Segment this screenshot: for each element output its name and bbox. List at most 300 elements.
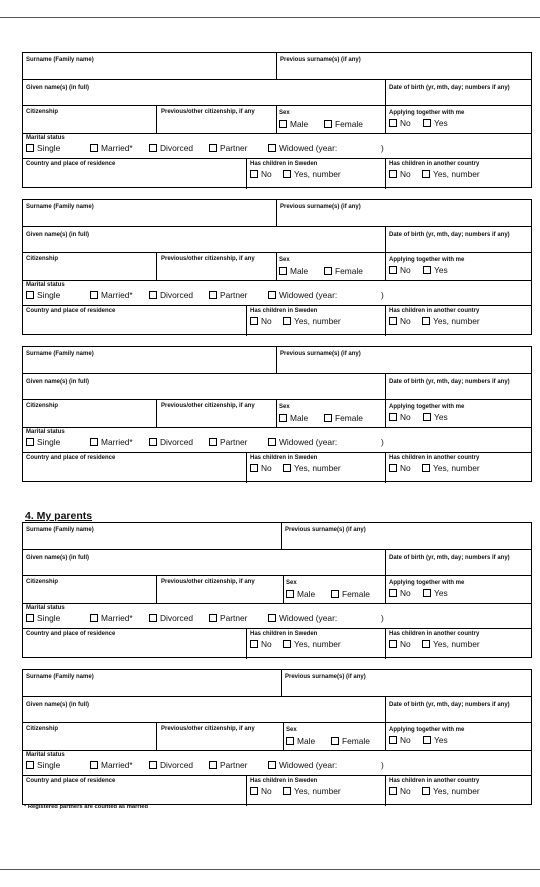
previous-surname-label: Previous surname(s) (if any) xyxy=(280,57,361,63)
marital-single-checkbox-label: Single xyxy=(37,290,61,300)
applying-no-checkbox[interactable] xyxy=(389,735,411,745)
divider xyxy=(276,347,277,373)
checkbox-icon[interactable] xyxy=(268,438,276,446)
marital-widowed-checkbox-label: Widowed (year: xyxy=(279,760,338,770)
children-other-yes-checkbox-label: Yes, number xyxy=(433,786,480,796)
children-sweden-no-checkbox[interactable] xyxy=(250,169,272,179)
checkbox-icon[interactable] xyxy=(389,170,397,178)
sex-female-checkbox-label: Female xyxy=(335,119,363,129)
divider xyxy=(385,722,386,750)
children-other-no-checkbox-label: No xyxy=(400,463,411,473)
checkbox-icon[interactable] xyxy=(423,266,431,274)
sex-male-checkbox[interactable] xyxy=(279,266,308,276)
children-sweden-yes-checkbox[interactable] xyxy=(283,316,341,326)
marital-divorced-checkbox[interactable] xyxy=(149,143,193,153)
checkbox-icon[interactable] xyxy=(26,761,34,769)
previous-citizenship-label: Previous/other citizenship, if any xyxy=(161,403,255,409)
marital-status-label: Marital status xyxy=(26,135,65,141)
children-other-yes-checkbox[interactable] xyxy=(422,463,480,473)
applying-together-label: Applying together with me xyxy=(389,727,465,733)
checkbox-icon[interactable] xyxy=(209,614,217,622)
children-other-label: Has children in another country xyxy=(389,778,480,784)
section-title: 4. My parents xyxy=(25,510,93,522)
divider xyxy=(23,575,531,576)
marital-divorced-checkbox-label: Divorced xyxy=(160,437,194,447)
sex-female-checkbox-label: Female xyxy=(342,736,370,746)
children-other-yes-checkbox-label: Yes, number xyxy=(433,639,480,649)
marital-divorced-checkbox[interactable] xyxy=(149,760,193,770)
children-other-label: Has children in another country xyxy=(389,161,480,167)
checkbox-icon[interactable] xyxy=(389,736,397,744)
sex-male-checkbox-label: Male xyxy=(290,266,309,276)
checkbox-icon[interactable] xyxy=(286,737,294,745)
checkbox-icon[interactable] xyxy=(149,291,157,299)
marital-widowed-checkbox[interactable] xyxy=(268,760,337,770)
checkbox-icon[interactable] xyxy=(149,438,157,446)
marital-partner-checkbox[interactable] xyxy=(209,760,247,770)
marital-partner-checkbox-label: Partner xyxy=(220,437,248,447)
children-sweden-no-checkbox[interactable] xyxy=(250,463,272,473)
marital-married-checkbox-label: Married* xyxy=(101,143,133,153)
children-sweden-no-checkbox-label: No xyxy=(261,639,272,649)
marital-widowed-checkbox-label: Widowed (year: xyxy=(279,290,338,300)
checkbox-icon[interactable] xyxy=(283,170,291,178)
divider xyxy=(23,603,531,604)
checkbox-icon[interactable] xyxy=(26,614,34,622)
checkbox-icon[interactable] xyxy=(268,144,276,152)
checkbox-icon[interactable] xyxy=(250,170,258,178)
divider xyxy=(385,105,386,133)
checkbox-icon[interactable] xyxy=(283,317,291,325)
divider xyxy=(156,105,157,133)
previous-surname-label: Previous surname(s) (if any) xyxy=(280,204,361,210)
sex-male-checkbox[interactable] xyxy=(286,736,315,746)
applying-no-checkbox-label: No xyxy=(400,265,411,275)
marital-widowed-checkbox[interactable] xyxy=(268,437,337,447)
checkbox-icon[interactable] xyxy=(26,144,34,152)
children-other-no-checkbox[interactable] xyxy=(389,463,411,473)
applying-no-checkbox-label: No xyxy=(400,588,411,598)
checkbox-icon[interactable] xyxy=(250,787,258,795)
checkbox-icon[interactable] xyxy=(389,119,397,127)
sex-male-checkbox-label: Male xyxy=(290,119,309,129)
children-other-yes-checkbox[interactable] xyxy=(422,639,480,649)
divider xyxy=(283,722,284,750)
divider xyxy=(23,79,531,80)
marital-widowed-checkbox[interactable] xyxy=(268,143,337,153)
children-other-no-checkbox-label: No xyxy=(400,316,411,326)
checkbox-icon[interactable] xyxy=(324,267,332,275)
divider xyxy=(281,670,282,696)
divider xyxy=(385,373,386,399)
marital-divorced-checkbox-label: Divorced xyxy=(160,613,194,623)
divider xyxy=(23,133,531,134)
children-sweden-yes-checkbox[interactable] xyxy=(283,639,341,649)
checkbox-icon[interactable] xyxy=(250,640,258,648)
children-sweden-no-checkbox[interactable] xyxy=(250,639,272,649)
applying-yes-checkbox[interactable] xyxy=(423,118,448,128)
marital-widowed-checkbox-label: Widowed (year: xyxy=(279,143,338,153)
checkbox-icon[interactable] xyxy=(250,317,258,325)
divider xyxy=(276,200,277,226)
footnote: * Registered partners are counted as married xyxy=(24,804,149,810)
marital-married-checkbox[interactable] xyxy=(90,437,133,447)
children-other-no-checkbox-label: No xyxy=(400,169,411,179)
checkbox-icon[interactable] xyxy=(149,144,157,152)
surname-label: Surname (Family name) xyxy=(26,204,94,210)
marital-single-checkbox-label: Single xyxy=(37,613,61,623)
marital-married-checkbox[interactable] xyxy=(90,613,133,623)
checkbox-icon[interactable] xyxy=(422,170,430,178)
marital-widowed-checkbox[interactable] xyxy=(268,290,337,300)
checkbox-icon[interactable] xyxy=(423,589,431,597)
checkbox-icon[interactable] xyxy=(268,614,276,622)
checkbox-icon[interactable] xyxy=(389,640,397,648)
divider xyxy=(156,252,157,280)
applying-no-checkbox-label: No xyxy=(400,735,411,745)
marital-partner-checkbox[interactable] xyxy=(209,437,247,447)
checkbox-icon[interactable] xyxy=(149,761,157,769)
checkbox-icon[interactable] xyxy=(422,787,430,795)
sex-male-checkbox-label: Male xyxy=(297,589,316,599)
divider xyxy=(246,452,247,483)
checkbox-icon[interactable] xyxy=(389,589,397,597)
checkbox-icon[interactable] xyxy=(90,438,98,446)
citizenship-label: Citizenship xyxy=(26,403,59,409)
children-other-yes-checkbox-label: Yes, number xyxy=(433,463,480,473)
previous-citizenship-label: Previous/other citizenship, if any xyxy=(161,256,255,262)
divider xyxy=(23,305,531,306)
widowed-year-close: ) xyxy=(381,613,384,623)
children-other-label: Has children in another country xyxy=(389,455,480,461)
marital-partner-checkbox[interactable] xyxy=(209,613,247,623)
checkbox-icon[interactable] xyxy=(389,787,397,795)
divider xyxy=(246,628,247,659)
sex-female-checkbox[interactable] xyxy=(324,413,363,423)
previous-surname-label: Previous surname(s) (if any) xyxy=(285,527,366,533)
children-other-no-checkbox-label: No xyxy=(400,786,411,796)
children-other-yes-checkbox-label: Yes, number xyxy=(433,316,480,326)
children-sweden-yes-checkbox-label: Yes, number xyxy=(294,169,341,179)
divider xyxy=(385,696,386,722)
sex-male-checkbox[interactable] xyxy=(279,413,308,423)
checkbox-icon[interactable] xyxy=(250,464,258,472)
sex-female-checkbox[interactable] xyxy=(324,266,363,276)
divider xyxy=(385,775,386,806)
applying-no-checkbox-label: No xyxy=(400,412,411,422)
country-residence-label: Country and place of residence xyxy=(26,161,116,167)
marital-married-checkbox-label: Married* xyxy=(101,437,133,447)
sex-female-checkbox[interactable] xyxy=(331,736,370,746)
children-sweden-yes-checkbox[interactable] xyxy=(283,786,341,796)
given-names-label: Given name(s) (in full) xyxy=(26,232,90,238)
children-sweden-yes-checkbox[interactable] xyxy=(283,463,341,473)
divider xyxy=(23,158,531,159)
children-other-yes-checkbox-label: Yes, number xyxy=(433,169,480,179)
previous-citizenship-label: Previous/other citizenship, if any xyxy=(161,109,255,115)
applying-together-label: Applying together with me xyxy=(389,580,465,586)
applying-no-checkbox[interactable] xyxy=(389,412,411,422)
marital-married-checkbox[interactable] xyxy=(90,760,133,770)
checkbox-icon[interactable] xyxy=(389,266,397,274)
checkbox-icon[interactable] xyxy=(283,464,291,472)
checkbox-icon[interactable] xyxy=(422,640,430,648)
surname-label: Surname (Family name) xyxy=(26,674,94,680)
checkbox-icon[interactable] xyxy=(324,120,332,128)
divider xyxy=(385,305,386,336)
widowed-year-close: ) xyxy=(381,290,384,300)
checkbox-icon[interactable] xyxy=(209,144,217,152)
divider xyxy=(23,722,531,723)
applying-together-label: Applying together with me xyxy=(389,257,465,263)
checkbox-icon[interactable] xyxy=(283,640,291,648)
checkbox-icon[interactable] xyxy=(268,291,276,299)
divider xyxy=(23,750,531,751)
children-sweden-label: Has children in Sweden xyxy=(250,455,318,461)
checkbox-icon[interactable] xyxy=(389,464,397,472)
checkbox-icon[interactable] xyxy=(209,761,217,769)
marital-status-label: Marital status xyxy=(26,282,65,288)
person-form-person-3 xyxy=(22,346,532,482)
checkbox-icon[interactable] xyxy=(389,317,397,325)
divider xyxy=(23,226,531,227)
marital-partner-checkbox-label: Partner xyxy=(220,613,248,623)
date-of-birth-label: Date of birth (yr, mth, day; numbers if any) xyxy=(389,85,510,91)
applying-yes-checkbox-label: Yes xyxy=(434,265,448,275)
checkbox-icon[interactable] xyxy=(423,413,431,421)
widowed-year-close: ) xyxy=(381,143,384,153)
checkbox-icon[interactable] xyxy=(209,291,217,299)
children-sweden-yes-checkbox-label: Yes, number xyxy=(294,316,341,326)
checkbox-icon[interactable] xyxy=(26,291,34,299)
marital-married-checkbox[interactable] xyxy=(90,290,133,300)
marital-divorced-checkbox-label: Divorced xyxy=(160,143,194,153)
country-residence-label: Country and place of residence xyxy=(26,778,116,784)
marital-single-checkbox[interactable] xyxy=(26,760,60,770)
divider xyxy=(385,158,386,189)
applying-yes-checkbox-label: Yes xyxy=(434,588,448,598)
children-sweden-yes-checkbox-label: Yes, number xyxy=(294,786,341,796)
person-form-parent-2 xyxy=(22,669,532,805)
marital-single-checkbox[interactable] xyxy=(26,143,60,153)
divider xyxy=(385,79,386,105)
previous-citizenship-label: Previous/other citizenship, if any xyxy=(161,726,255,732)
divider xyxy=(385,628,386,659)
person-form-person-2 xyxy=(22,199,532,335)
children-sweden-label: Has children in Sweden xyxy=(250,161,318,167)
children-sweden-no-checkbox-label: No xyxy=(261,169,272,179)
children-other-yes-checkbox[interactable] xyxy=(422,316,480,326)
marital-partner-checkbox-label: Partner xyxy=(220,290,248,300)
divider xyxy=(385,452,386,483)
sex-female-checkbox-label: Female xyxy=(342,589,370,599)
checkbox-icon[interactable] xyxy=(90,761,98,769)
applying-yes-checkbox-label: Yes xyxy=(434,118,448,128)
previous-citizenship-label: Previous/other citizenship, if any xyxy=(161,579,255,585)
checkbox-icon[interactable] xyxy=(90,614,98,622)
marital-divorced-checkbox[interactable] xyxy=(149,613,193,623)
divider xyxy=(23,775,531,776)
divider xyxy=(156,722,157,750)
marital-widowed-checkbox[interactable] xyxy=(268,613,337,623)
divider xyxy=(276,252,277,280)
children-sweden-label: Has children in Sweden xyxy=(250,308,318,314)
checkbox-icon[interactable] xyxy=(90,144,98,152)
sex-female-checkbox[interactable] xyxy=(331,589,370,599)
divider xyxy=(246,305,247,336)
checkbox-icon[interactable] xyxy=(389,413,397,421)
children-other-label: Has children in another country xyxy=(389,631,480,637)
marital-single-checkbox-label: Single xyxy=(37,143,61,153)
divider xyxy=(385,399,386,427)
divider xyxy=(385,226,386,252)
divider xyxy=(23,427,531,428)
checkbox-icon[interactable] xyxy=(286,590,294,598)
marital-widowed-checkbox-label: Widowed (year: xyxy=(279,437,338,447)
applying-yes-checkbox[interactable] xyxy=(423,412,448,422)
country-residence-label: Country and place of residence xyxy=(26,455,116,461)
applying-no-checkbox[interactable] xyxy=(389,118,411,128)
divider xyxy=(23,549,531,550)
given-names-label: Given name(s) (in full) xyxy=(26,85,90,91)
marital-single-checkbox[interactable] xyxy=(26,613,60,623)
applying-yes-checkbox[interactable] xyxy=(423,735,448,745)
marital-partner-checkbox[interactable] xyxy=(209,143,247,153)
applying-yes-checkbox[interactable] xyxy=(423,588,448,598)
divider xyxy=(23,628,531,629)
sex-female-checkbox-label: Female xyxy=(335,413,363,423)
divider xyxy=(276,105,277,133)
children-other-no-checkbox-label: No xyxy=(400,639,411,649)
marital-widowed-checkbox-label: Widowed (year: xyxy=(279,613,338,623)
children-other-no-checkbox[interactable] xyxy=(389,639,411,649)
marital-single-checkbox[interactable] xyxy=(26,290,60,300)
divider xyxy=(23,696,531,697)
checkbox-icon[interactable] xyxy=(149,614,157,622)
children-sweden-no-checkbox[interactable] xyxy=(250,316,272,326)
applying-yes-checkbox-label: Yes xyxy=(434,735,448,745)
checkbox-icon[interactable] xyxy=(422,464,430,472)
divider xyxy=(23,105,531,106)
sex-label: Sex xyxy=(286,727,297,733)
date-of-birth-label: Date of birth (yr, mth, day; numbers if any) xyxy=(389,232,510,238)
marital-partner-checkbox-label: Partner xyxy=(220,760,248,770)
checkbox-icon[interactable] xyxy=(90,291,98,299)
children-other-no-checkbox[interactable] xyxy=(389,786,411,796)
marital-divorced-checkbox-label: Divorced xyxy=(160,760,194,770)
sex-label: Sex xyxy=(279,404,290,410)
applying-no-checkbox[interactable] xyxy=(389,588,411,598)
checkbox-icon[interactable] xyxy=(283,787,291,795)
divider xyxy=(276,53,277,79)
widowed-year-close: ) xyxy=(381,760,384,770)
applying-no-checkbox-label: No xyxy=(400,118,411,128)
checkbox-icon[interactable] xyxy=(324,414,332,422)
applying-no-checkbox[interactable] xyxy=(389,265,411,275)
country-residence-label: Country and place of residence xyxy=(26,308,116,314)
marital-married-checkbox-label: Married* xyxy=(101,613,133,623)
date-of-birth-label: Date of birth (yr, mth, day; numbers if any) xyxy=(389,379,510,385)
divider xyxy=(385,252,386,280)
surname-label: Surname (Family name) xyxy=(26,57,94,63)
children-other-yes-checkbox[interactable] xyxy=(422,169,480,179)
children-sweden-label: Has children in Sweden xyxy=(250,778,318,784)
sex-label: Sex xyxy=(279,257,290,263)
divider xyxy=(23,399,531,400)
marital-divorced-checkbox[interactable] xyxy=(149,290,193,300)
children-sweden-no-checkbox-label: No xyxy=(261,786,272,796)
marital-divorced-checkbox[interactable] xyxy=(149,437,193,447)
checkbox-icon[interactable] xyxy=(331,590,339,598)
given-names-label: Given name(s) (in full) xyxy=(26,702,90,708)
children-sweden-no-checkbox[interactable] xyxy=(250,786,272,796)
given-names-label: Given name(s) (in full) xyxy=(26,379,90,385)
checkbox-icon[interactable] xyxy=(209,438,217,446)
checkbox-icon[interactable] xyxy=(331,737,339,745)
children-sweden-yes-checkbox-label: Yes, number xyxy=(294,639,341,649)
checkbox-icon[interactable] xyxy=(268,761,276,769)
children-sweden-no-checkbox-label: No xyxy=(261,463,272,473)
checkbox-icon[interactable] xyxy=(422,317,430,325)
children-other-yes-checkbox[interactable] xyxy=(422,786,480,796)
sex-male-checkbox[interactable] xyxy=(279,119,308,129)
marital-married-checkbox-label: Married* xyxy=(101,290,133,300)
divider xyxy=(23,452,531,453)
previous-surname-label: Previous surname(s) (if any) xyxy=(285,674,366,680)
divider xyxy=(23,280,531,281)
divider xyxy=(246,158,247,189)
citizenship-label: Citizenship xyxy=(26,726,59,732)
sex-male-checkbox-label: Male xyxy=(290,413,309,423)
marital-married-checkbox-label: Married* xyxy=(101,760,133,770)
children-sweden-yes-checkbox-label: Yes, number xyxy=(294,463,341,473)
children-sweden-yes-checkbox[interactable] xyxy=(283,169,341,179)
sex-female-checkbox-label: Female xyxy=(335,266,363,276)
children-other-no-checkbox[interactable] xyxy=(389,169,411,179)
surname-label: Surname (Family name) xyxy=(26,527,94,533)
applying-together-label: Applying together with me xyxy=(389,110,465,116)
checkbox-icon[interactable] xyxy=(26,438,34,446)
surname-label: Surname (Family name) xyxy=(26,351,94,357)
previous-surname-label: Previous surname(s) (if any) xyxy=(280,351,361,357)
marital-partner-checkbox-label: Partner xyxy=(220,143,248,153)
divider xyxy=(281,523,282,549)
given-names-label: Given name(s) (in full) xyxy=(26,555,90,561)
divider xyxy=(385,549,386,575)
divider xyxy=(156,399,157,427)
divider xyxy=(283,575,284,603)
marital-married-checkbox[interactable] xyxy=(90,143,133,153)
checkbox-icon[interactable] xyxy=(279,120,287,128)
citizenship-label: Citizenship xyxy=(26,256,59,262)
sex-female-checkbox[interactable] xyxy=(324,119,363,129)
checkbox-icon[interactable] xyxy=(423,736,431,744)
checkbox-icon[interactable] xyxy=(279,267,287,275)
children-sweden-label: Has children in Sweden xyxy=(250,631,318,637)
bottom-rule xyxy=(0,869,540,870)
marital-divorced-checkbox-label: Divorced xyxy=(160,290,194,300)
date-of-birth-label: Date of birth (yr, mth, day; numbers if any) xyxy=(389,702,510,708)
applying-yes-checkbox[interactable] xyxy=(423,265,448,275)
top-rule xyxy=(0,17,540,18)
marital-status-label: Marital status xyxy=(26,752,65,758)
checkbox-icon[interactable] xyxy=(279,414,287,422)
marital-partner-checkbox[interactable] xyxy=(209,290,247,300)
marital-single-checkbox[interactable] xyxy=(26,437,60,447)
sex-male-checkbox[interactable] xyxy=(286,589,315,599)
checkbox-icon[interactable] xyxy=(423,119,431,127)
children-other-no-checkbox[interactable] xyxy=(389,316,411,326)
